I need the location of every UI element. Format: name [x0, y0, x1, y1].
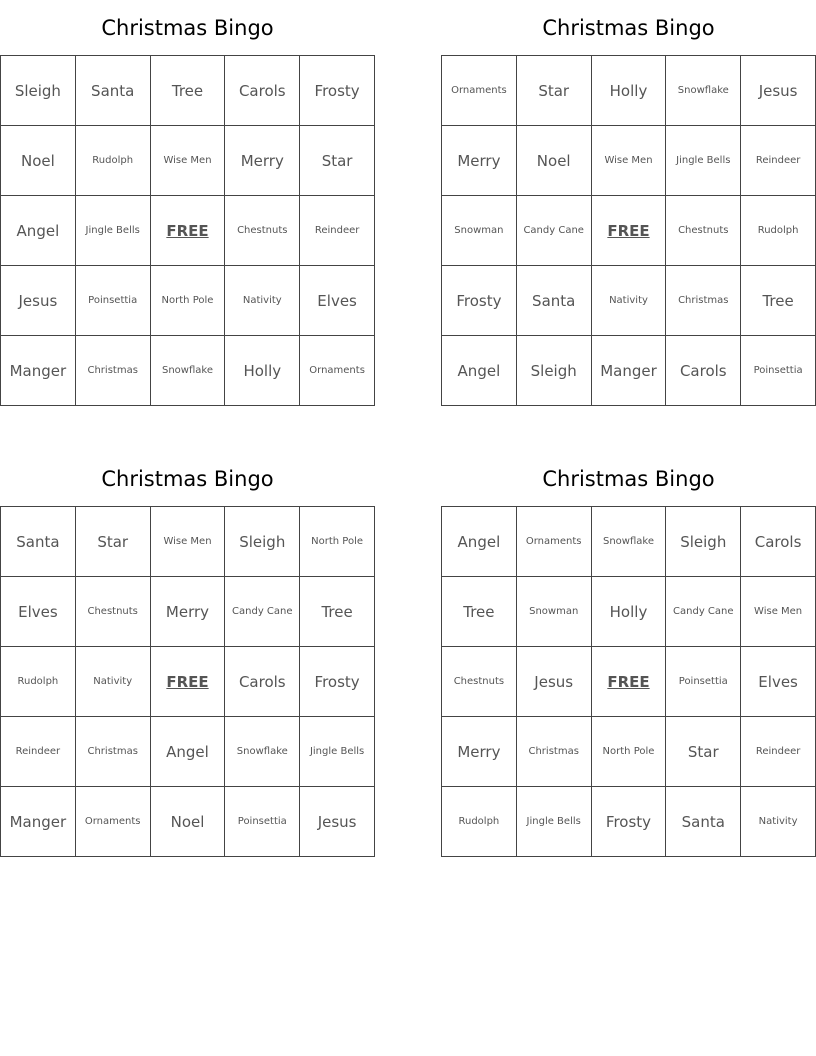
- bingo-cell: Reindeer: [1, 717, 76, 787]
- card-title: Christmas Bingo: [101, 16, 274, 40]
- bingo-cell: Ornaments: [442, 56, 517, 126]
- bingo-cell: Tree: [741, 266, 816, 336]
- bingo-cell: Manger: [1, 336, 76, 406]
- bingo-cell: Jingle Bells: [666, 126, 741, 196]
- bingo-cell: Christmas: [76, 336, 151, 406]
- bingo-cell: Merry: [225, 126, 300, 196]
- free-space-cell: FREE: [592, 647, 667, 717]
- bingo-cell: Snowman: [442, 196, 517, 266]
- bingo-cell: Nativity: [76, 647, 151, 717]
- bingo-cell: Snowflake: [225, 717, 300, 787]
- bingo-cell: North Pole: [592, 717, 667, 787]
- bingo-cell: Santa: [76, 56, 151, 126]
- bingo-cell: Sleigh: [1, 56, 76, 126]
- bingo-cell: Holly: [592, 577, 667, 647]
- bingo-grid: [0, 506, 375, 857]
- bingo-cell: Nativity: [225, 266, 300, 336]
- bingo-cell: Chestnuts: [76, 577, 151, 647]
- bingo-grid: [0, 55, 375, 406]
- bingo-cell: Candy Cane: [666, 577, 741, 647]
- bingo-cell: Ornaments: [76, 787, 151, 857]
- bingo-cell: Reindeer: [741, 126, 816, 196]
- bingo-cell: North Pole: [300, 507, 375, 577]
- bingo-cell: Christmas: [666, 266, 741, 336]
- bingo-cell: Chestnuts: [666, 196, 741, 266]
- bingo-cell: Angel: [442, 507, 517, 577]
- bingo-cell: Sleigh: [225, 507, 300, 577]
- bingo-cell: Frosty: [592, 787, 667, 857]
- bingo-cell: Poinsettia: [666, 647, 741, 717]
- bingo-cell: Reindeer: [300, 196, 375, 266]
- bingo-cell: Wise Men: [151, 507, 226, 577]
- bingo-cell: Carols: [741, 507, 816, 577]
- bingo-cell: Candy Cane: [225, 577, 300, 647]
- bingo-cell: North Pole: [151, 266, 226, 336]
- bingo-cell: Chestnuts: [442, 647, 517, 717]
- bingo-cell: Jesus: [1, 266, 76, 336]
- bingo-cell: Tree: [151, 56, 226, 126]
- bingo-grid: [441, 55, 816, 406]
- bingo-cell: Carols: [225, 56, 300, 126]
- bingo-cell: Poinsettia: [76, 266, 151, 336]
- bingo-cell: Frosty: [300, 647, 375, 717]
- bingo-cell: Noel: [151, 787, 226, 857]
- bingo-cell: Jesus: [517, 647, 592, 717]
- bingo-cell: Poinsettia: [225, 787, 300, 857]
- bingo-cell: Elves: [1, 577, 76, 647]
- bingo-cell: Holly: [592, 56, 667, 126]
- bingo-cell: Jingle Bells: [76, 196, 151, 266]
- bingo-cell: Frosty: [300, 56, 375, 126]
- bingo-cell: Merry: [442, 126, 517, 196]
- bingo-cell: Rudolph: [741, 196, 816, 266]
- bingo-cell: Merry: [151, 577, 226, 647]
- bingo-cell: Wise Men: [592, 126, 667, 196]
- card-title: Christmas Bingo: [542, 467, 715, 491]
- bingo-cell: Candy Cane: [517, 196, 592, 266]
- free-space-cell: FREE: [592, 196, 667, 266]
- bingo-cell: Angel: [1, 196, 76, 266]
- bingo-cell: Carols: [225, 647, 300, 717]
- bingo-cell: Jesus: [300, 787, 375, 857]
- bingo-cell: Noel: [1, 126, 76, 196]
- bingo-cell: Manger: [592, 336, 667, 406]
- bingo-cell: Wise Men: [151, 126, 226, 196]
- bingo-cell: Christmas: [76, 717, 151, 787]
- free-space-cell: FREE: [151, 196, 226, 266]
- bingo-cell: Christmas: [517, 717, 592, 787]
- bingo-cell: Ornaments: [300, 336, 375, 406]
- bingo-cell: Tree: [300, 577, 375, 647]
- bingo-cell: Frosty: [442, 266, 517, 336]
- card-title: Christmas Bingo: [101, 467, 274, 491]
- bingo-grid: [441, 506, 816, 857]
- bingo-cell: Rudolph: [1, 647, 76, 717]
- bingo-cell: Noel: [517, 126, 592, 196]
- bingo-cell: Ornaments: [517, 507, 592, 577]
- bingo-cell: Poinsettia: [741, 336, 816, 406]
- bingo-cell: Nativity: [741, 787, 816, 857]
- bingo-cell: Jesus: [741, 56, 816, 126]
- free-space-cell: FREE: [151, 647, 226, 717]
- bingo-cell: Reindeer: [741, 717, 816, 787]
- bingo-cell: Santa: [517, 266, 592, 336]
- bingo-cell: Star: [76, 507, 151, 577]
- bingo-cell: Elves: [300, 266, 375, 336]
- bingo-cell: Snowflake: [592, 507, 667, 577]
- bingo-cell: Star: [517, 56, 592, 126]
- bingo-cell: Angel: [442, 336, 517, 406]
- bingo-cell: Manger: [1, 787, 76, 857]
- bingo-cell: Sleigh: [666, 507, 741, 577]
- bingo-cell: Merry: [442, 717, 517, 787]
- bingo-cell: Chestnuts: [225, 196, 300, 266]
- bingo-cell: Rudolph: [76, 126, 151, 196]
- bingo-cell: Tree: [442, 577, 517, 647]
- bingo-cell: Wise Men: [741, 577, 816, 647]
- card-title: Christmas Bingo: [542, 16, 715, 40]
- bingo-cell: Santa: [666, 787, 741, 857]
- bingo-cell: Elves: [741, 647, 816, 717]
- bingo-cell: Jingle Bells: [300, 717, 375, 787]
- bingo-cell: Nativity: [592, 266, 667, 336]
- bingo-cell: Rudolph: [442, 787, 517, 857]
- bingo-cell: Snowflake: [151, 336, 226, 406]
- bingo-cell: Star: [666, 717, 741, 787]
- bingo-cell: Santa: [1, 507, 76, 577]
- bingo-cell: Carols: [666, 336, 741, 406]
- bingo-cell: Star: [300, 126, 375, 196]
- bingo-cell: Angel: [151, 717, 226, 787]
- bingo-cell: Sleigh: [517, 336, 592, 406]
- bingo-cell: Jingle Bells: [517, 787, 592, 857]
- bingo-cell: Holly: [225, 336, 300, 406]
- bingo-cell: Snowflake: [666, 56, 741, 126]
- bingo-cell: Snowman: [517, 577, 592, 647]
